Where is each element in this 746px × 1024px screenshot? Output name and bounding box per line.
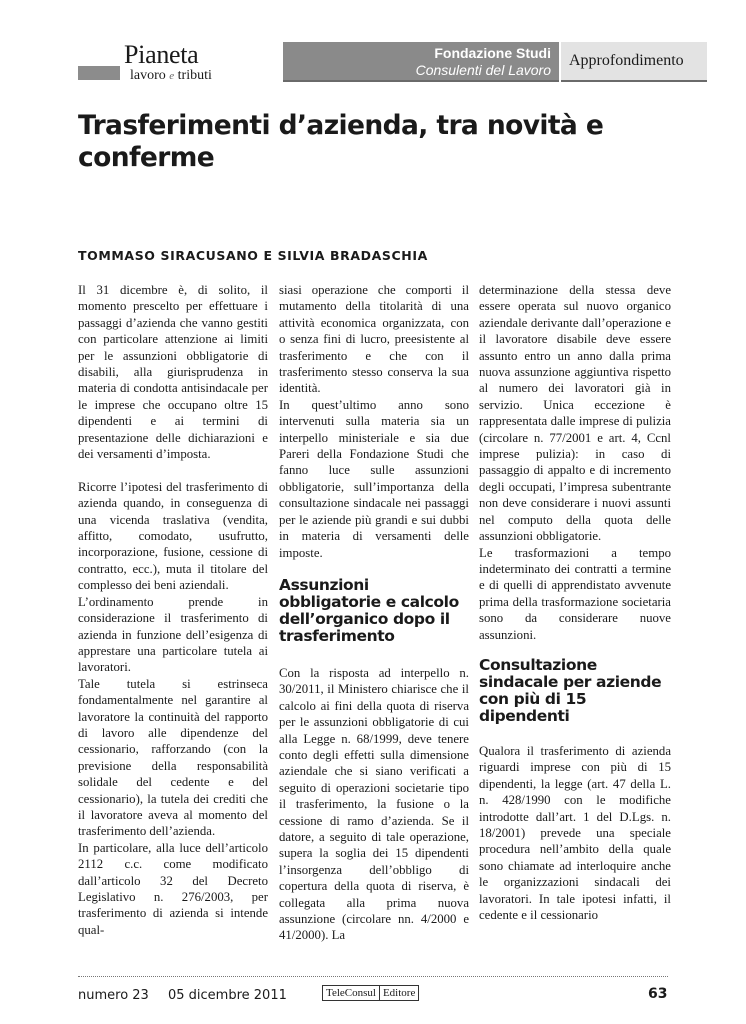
publisher-label: Editore	[379, 986, 418, 1000]
section-tag	[561, 42, 707, 82]
logo-grey-block	[78, 66, 120, 80]
issue-date: 05 dicembre 2011	[168, 988, 287, 1003]
foundation-banner	[283, 42, 559, 82]
logo-sub-conjunction: e	[169, 70, 175, 82]
section-heading: Assunzioni obbligatorie e calcolo dell’organico dopo il trasferimento	[279, 575, 459, 645]
magazine-logo	[78, 42, 228, 86]
paragraph: siasi operazione che comporti il mutamento della titolarità di una attività economica organizzata, con o senza fini di lucro, preesistente al trasferimento e che con il trasferimento stesso conserva la sua identità.	[279, 283, 469, 396]
publisher-name: TeleConsul	[326, 987, 376, 999]
foundation-subtitle: Consulenti del Lavoro	[415, 62, 551, 78]
text-column-3	[479, 282, 671, 923]
page-number: 63	[648, 986, 668, 1002]
paragraph: determinazione della stessa deve essere operata sul nuovo organico aziendale derivante dall’operazione e il lavoratore disabile deve essere assunto entro un anno dalla prima nuova assunzione aggiuntiva rispetto al numero dei lavoratori già in servizio. Unica eccezione è rappresentata dalle imprese di pulizia (circolare n. 77/2001 e art. 4, Ccnl imprese pulizia): in caso di passaggio di appalto e di incremento degli occupati, l’impresa subentrante non deve considerare i nuovi assunti nel computo della quota delle assunzioni obbligatorie.	[479, 283, 671, 544]
article-authors: TOMMASO SIRACUSANO E SILVIA BRADASCHIA	[78, 248, 428, 263]
paragraph: Con la risposta ad interpello n. 30/2011, il Ministero chiarisce che il calcolo ai fini della quota di riserva per le assunzioni obbligatorie di cui alla Legge n. 68/1999, deve tenere conto degli effetti sulla dimensione aziendale che si siano verificati a seguito di operazioni societarie tipo il trasferimento, la fusione o la cessione di ramo d’azienda. Se il datore, a seguito di tale operazione, supera la soglia dei 15 dipendenti l’insorgenza dell’obbligo di copertura della quota di riserva, è collegata alla prima nuova assunzione (circolare nn. 4/2000 e 41/2000). La	[279, 665, 469, 943]
paragraph: Qualora il trasferimento di azienda riguardi imprese con più di 15 dipendenti, la legge (art. 47 della L. n. 428/1990 con le modifiche introdotte dall’art. 1 del D.Lgs. n. 18/2001) prevede una speciale procedura nell’ambito della quale sono chiamate ad interloquire anche le organizzazioni sindacali dei lavoratori. In tale ipotesi infatti, il cedente e il cessionario	[479, 743, 671, 922]
footer-divider	[78, 976, 668, 977]
text-column-2	[279, 282, 469, 944]
paragraph: In quest’ultimo anno sono intervenuti sulla materia sia un interpello ministeriale e sia due Pareri della Fondazione Studi che fanno luce sulle assunzioni obbligatorie, sull’importanza della consultazione sindacale nei passaggi per le aziende più grandi e sui dubbi in materia di versamenti delle imposte.	[279, 397, 469, 560]
logo-sub-word-2: tributi	[177, 68, 212, 83]
logo-subtitle	[130, 69, 212, 83]
section-heading: Consultazione sindacale per aziende con più di 15 dipendenti	[479, 655, 662, 725]
paragraph: In particolare, alla luce dell’articolo 2112 c.c. come modificato dall’articolo 32 del Decreto Legislativo n. 276/2003, per trasferimento di azienda si intende qual-	[78, 840, 268, 937]
paragraph: Ricorre l’ipotesi del trasferimento di azienda quando, in conseguenza di una vicenda traslativa (vendita, affitto, comodato, usufrutto, incorporazione, fusione, cessione di contratto, ecc.), muta il titolare del complesso dei beni aziendali.	[78, 479, 268, 593]
paragraph: Le trasformazioni a tempo indeterminato dei contratti a termine e di quelli di apprendistato avvenute prima della trasformazione societaria sono da considerare nuove assunzioni.	[479, 545, 671, 642]
publisher-logo	[322, 985, 419, 1001]
paragraph: Il 31 dicembre è, di solito, il momento prescelto per effettuare i passaggi d’azienda che vanno gestiti con particolare attenzione ai limiti per le assunzioni obbligatorie di disabili, alla giurisprudenza in materia di condotta antisindacale per le imprese che occupano oltre 15 dipendenti e ai termini di presentazione delle dichiarazioni e dei versamenti d’imposta.	[78, 283, 268, 462]
logo-title: Pianeta	[124, 40, 199, 69]
logo-sub-word-1: lavoro	[130, 68, 166, 83]
foundation-name: Fondazione Studi	[434, 45, 551, 61]
paragraph: Tale tutela si estrinseca fondamentalmente nel garantire al lavoratore la continuità del rapporto di lavoro alle dipendenze del cessionario, rafforzando (con la previsione della responsabilità solidale del cedente e del cessionario), la tutela dei crediti che il lavoratore aveva al momento del trasferimento dell’azienda.	[78, 676, 268, 839]
section-label: Approfondimento	[569, 52, 684, 69]
issue-number: numero 23	[78, 988, 149, 1003]
paragraph: L’ordinamento prende in considerazione il trasferimento di azienda in funzione dell’esigenza di apprestare una particolare tutela ai lavoratori.	[78, 594, 268, 675]
article-title: Trasferimenti d’azienda, tra novità e conferme	[78, 110, 604, 173]
text-column-1	[78, 282, 268, 938]
